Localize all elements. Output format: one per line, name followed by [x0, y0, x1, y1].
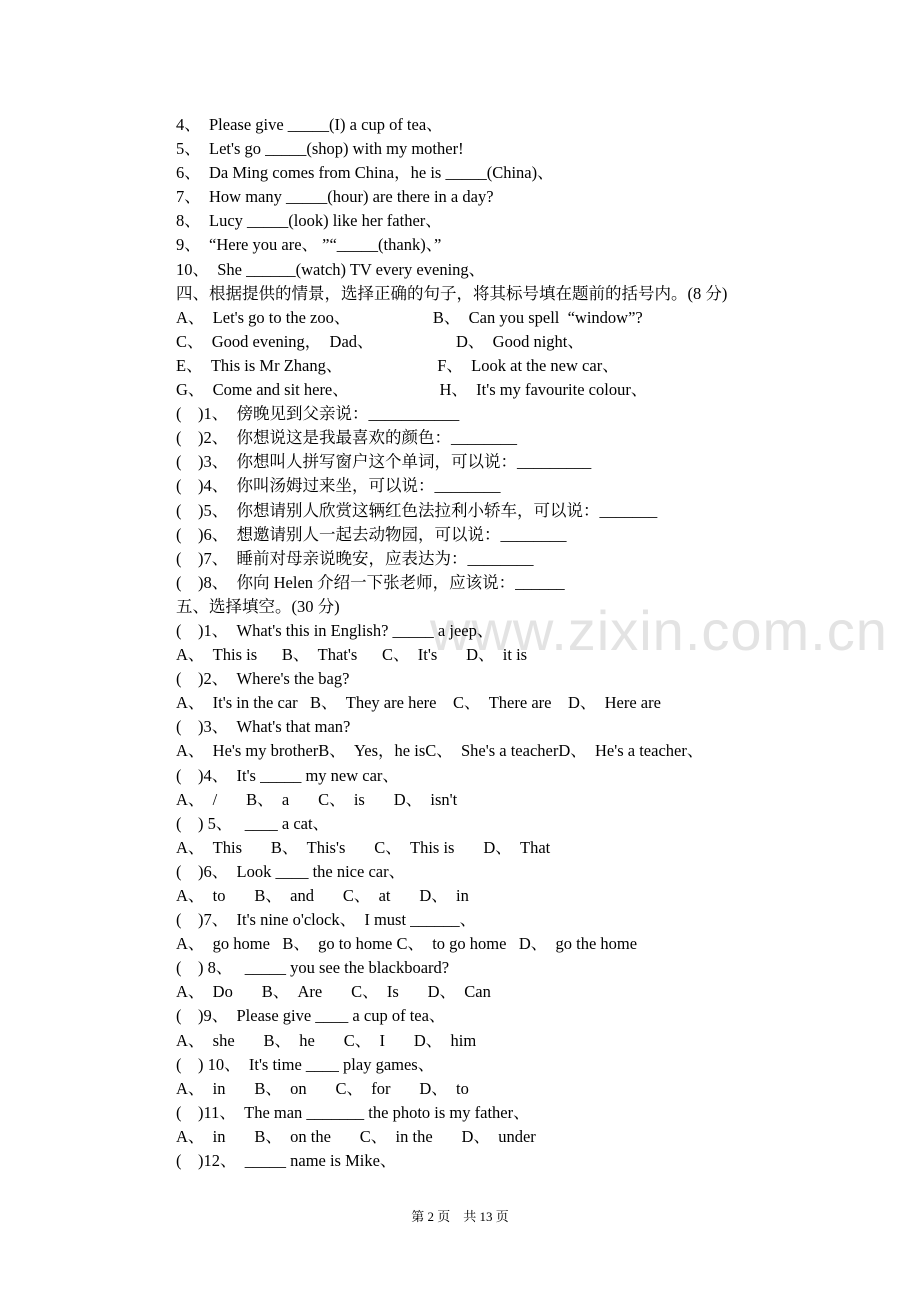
text-line: A、 He's my brotherB、 Yes，he isC、 She's a teacherD、 He's a teacher、: [176, 741, 704, 761]
text-line: A、 in B、 on the C、 in the D、 under: [176, 1126, 536, 1146]
text-line: 8、 Lucy _____(look) like her father、: [176, 211, 442, 231]
text-line: 五、选择填空。(30 分): [176, 596, 340, 616]
text-line: E、 This is Mr Zhang、 F、 Look at the new car、: [176, 355, 619, 375]
text-line: ( )7、 It's nine o'clock、 I must ______、: [176, 910, 477, 930]
text-line: ( )4、 你叫汤姆过来坐，可以说：________: [176, 476, 501, 496]
exercise-lines: [176, 113, 866, 1173]
text-line: ( )6、 Look ____ the nice car、: [176, 861, 406, 881]
text-line: 9、 “Here you are、 ”“_____(thank)、”: [176, 235, 442, 255]
text-line: ( )3、 What's that man?: [176, 717, 351, 737]
text-line: A、 It's in the car B、 They are here C、 There are D、 Here are: [176, 693, 661, 713]
text-line: A、 go home B、 go to home C、 to go home D、 go the home: [176, 934, 638, 954]
text-line: ( )2、 Where's the bag?: [176, 669, 350, 689]
text-line: ( )3、 你想叫人拼写窗户这个单词，可以说：_________: [176, 452, 592, 472]
text-line: 4、 Please give _____(I) a cup of tea、: [176, 115, 443, 134]
text-line: ( )12、 _____ name is Mike、: [176, 1151, 397, 1171]
text-line: ( )8、 你向 Helen 介绍一下张老师，应该说：______: [176, 572, 565, 592]
text-line: A、 This is B、 That's C、 It's D、 it is: [176, 645, 528, 665]
text-line: ( ) 10、 It's time ____ play games、: [176, 1054, 435, 1074]
text-line: ( )6、 想邀请别人一起去动物园，可以说：________: [176, 524, 567, 544]
text-line: ( )9、 Please give ____ a cup of tea、: [176, 1006, 446, 1026]
text-line: A、 Let's go to the zoo、 B、 Can you spell “window”?: [176, 307, 643, 327]
text-line: ( ) 5、 ____ a cat、: [176, 813, 330, 833]
text-line: ( )7、 睡前对母亲说晚安，应表达为：________: [176, 548, 534, 568]
text-line: A、 she B、 he C、 I D、 him: [176, 1030, 477, 1050]
text-line: 四、根据提供的情景，选择正确的句子，将其标号填在题前的括号内。(8 分): [176, 283, 728, 303]
text-line: ( )4、 It's _____ my new car、: [176, 765, 399, 785]
page-footer: 第 2 页 共 13 页: [411, 1209, 509, 1224]
text-line: A、 This B、 This's C、 This is D、 That: [176, 837, 551, 857]
text-line: A、 to B、 and C、 at D、 in: [176, 886, 469, 905]
watermark: www.zixin.com.cn: [430, 599, 888, 662]
text-line: 10、 She ______(watch) TV every evening、: [176, 259, 486, 279]
text-line: A、 in B、 on C、 for D、 to: [176, 1078, 469, 1098]
text-line: 6、 Da Ming comes from China，he is _____(China)、: [176, 163, 554, 183]
text-line: A、 Do B、 Are C、 Is D、 Can: [176, 982, 491, 1002]
text-line: G、 Come and sit here、 H、 It's my favourite colour、: [176, 380, 648, 400]
text-line: 7、 How many _____(hour) are there in a day?: [176, 187, 494, 207]
text-line: 5、 Let's go _____(shop) with my mother!: [176, 139, 464, 159]
text-line: ( )1、 What's this in English? _____ a jeep、: [176, 620, 494, 640]
text-line: ( ) 8、 _____ you see the blackboard?: [176, 958, 450, 978]
text-line: ( )11、 The man _______ the photo is my father、: [176, 1102, 530, 1122]
text-line: A、 / B、 a C、 is D、 isn't: [176, 789, 458, 809]
text-line: ( )2、 你想说这是我最喜欢的颜色：________: [176, 428, 517, 448]
text-line: ( )5、 你想请别人欣赏这辆红色法拉利小轿车，可以说：_______: [176, 500, 658, 520]
text-line: C、 Good evening， Dad、 D、 Good night、: [176, 331, 584, 351]
text-line: ( )1、 傍晚见到父亲说：___________: [176, 404, 460, 424]
